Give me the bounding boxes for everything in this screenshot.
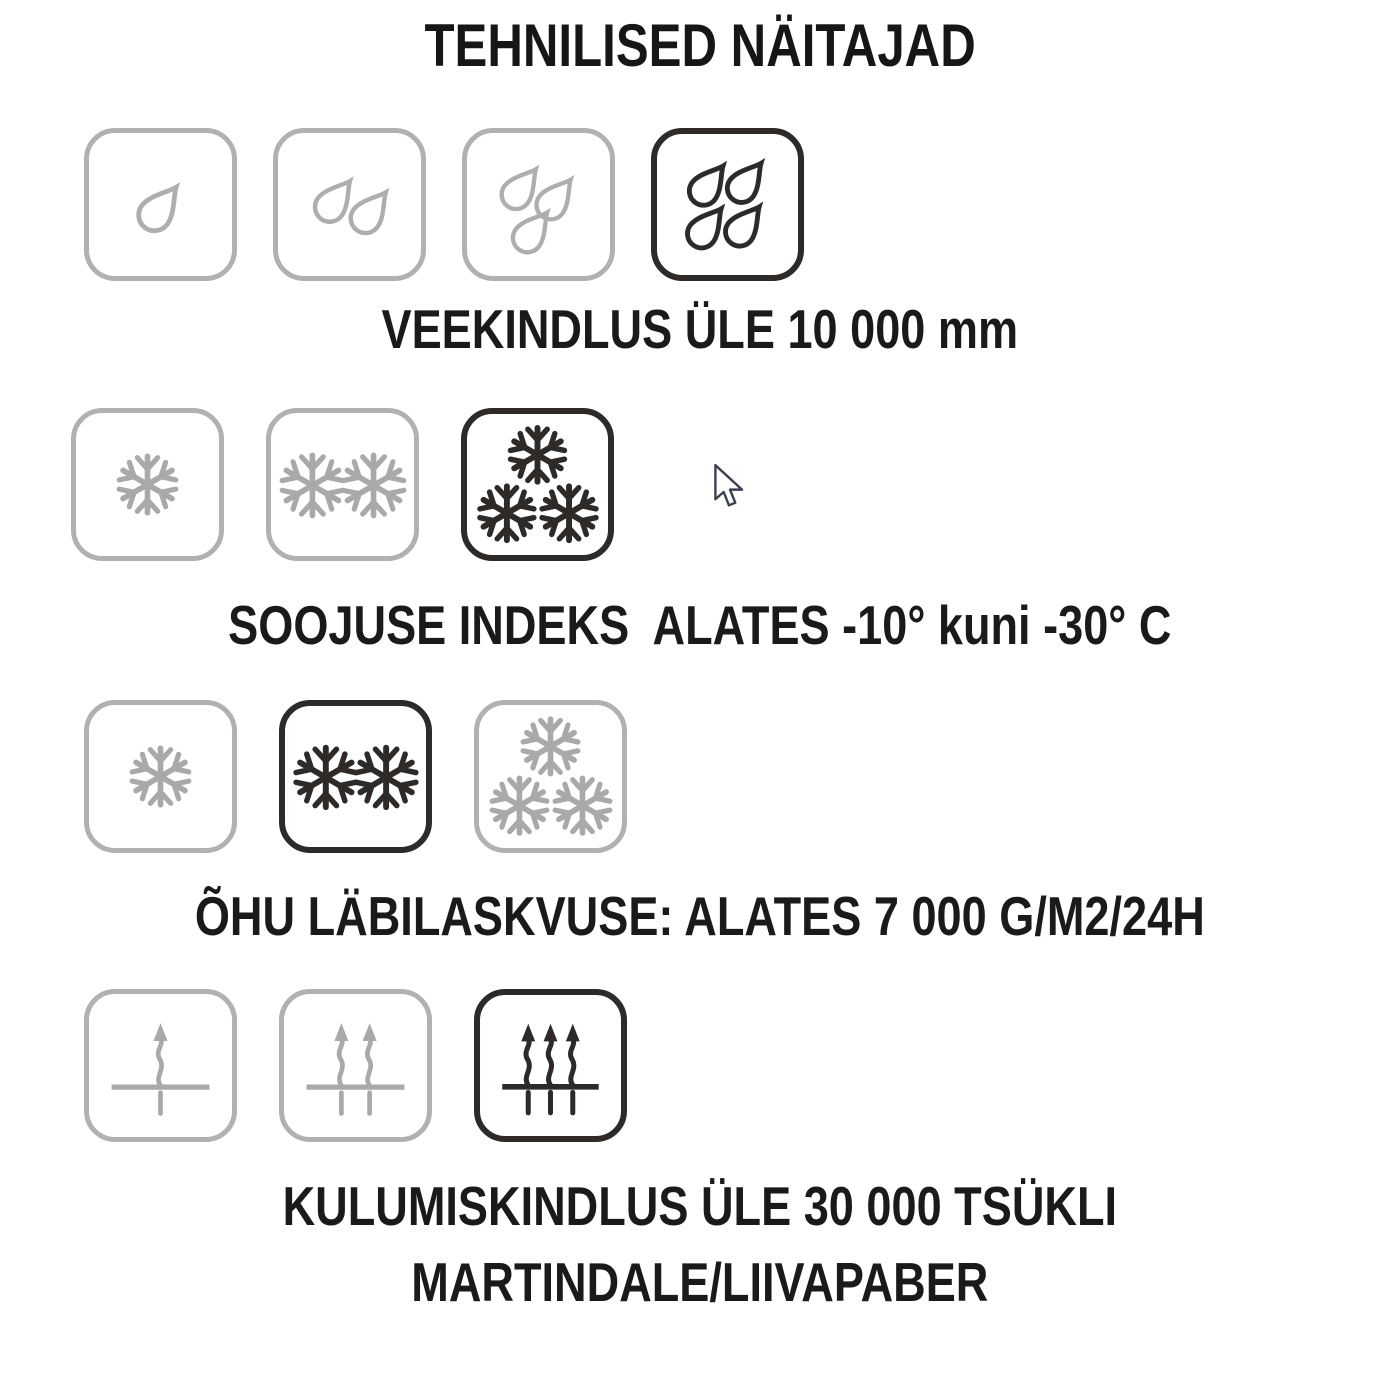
arrow-pointer-icon [713,463,744,511]
snowflake-icon [89,705,232,848]
kulumiskindlus-label: KULUMISKINDLUS ÜLE 30 000 TSÜKLI [282,1175,1118,1237]
snowflake-icon [285,706,426,847]
snowflake-icon [271,413,414,556]
snowflake-icon [76,413,219,556]
ohu-labilaskvus-level-1[interactable] [84,700,237,853]
ohu-labilaskvus-label: ÕHU LÄBILASKVUSE: ALATES 7 000 G/M2/24H [195,885,1205,947]
raindrop-icon [89,133,232,276]
veekindlus-label: VEEKINDLUS ÜLE 10 000 mm [381,298,1019,360]
veekindlus-level-2[interactable] [273,128,426,281]
veekindlus-level-3[interactable] [462,128,615,281]
raindrop-icon [278,133,421,276]
soojuse-indeks-level-3-selected[interactable] [461,408,614,561]
ohu-labilaskvus-level-2-selected[interactable] [279,700,432,853]
sections-container [84,76,1316,1313]
snowflake-icon [467,414,608,555]
raindrop-icon [467,133,610,276]
page-title: TEHNILISED NÄITAJAD [424,12,976,79]
raindrop-icon [657,134,798,275]
ohu-labilaskvus-rating-row [84,700,1316,853]
veekindlus-level-4-selected[interactable] [651,128,804,281]
vapor-arrows-icon [89,994,232,1137]
soojuse-indeks-level-1[interactable] [71,408,224,561]
vapor-arrows-icon [284,994,427,1137]
kulumiskindlus-label-line2: MARTINDALE/LIIVAPABER [411,1251,989,1313]
soojuse-indeks-rating-row [71,408,1303,561]
kulumiskindlus-rating-row [84,989,1316,1142]
kulumiskindlus-level-3-selected[interactable] [474,989,627,1142]
soojuse-indeks-label: SOOJUSE INDEKS ALATES -10° kuni -30° C [228,594,1172,656]
vapor-arrows-icon [480,995,621,1136]
snowflake-icon [479,705,622,848]
soojuse-indeks-level-2[interactable] [266,408,419,561]
ohu-labilaskvus-level-3[interactable] [474,700,627,853]
kulumiskindlus-level-1[interactable] [84,989,237,1142]
veekindlus-rating-row [84,128,1316,281]
kulumiskindlus-level-2[interactable] [279,989,432,1142]
veekindlus-level-1[interactable] [84,128,237,281]
